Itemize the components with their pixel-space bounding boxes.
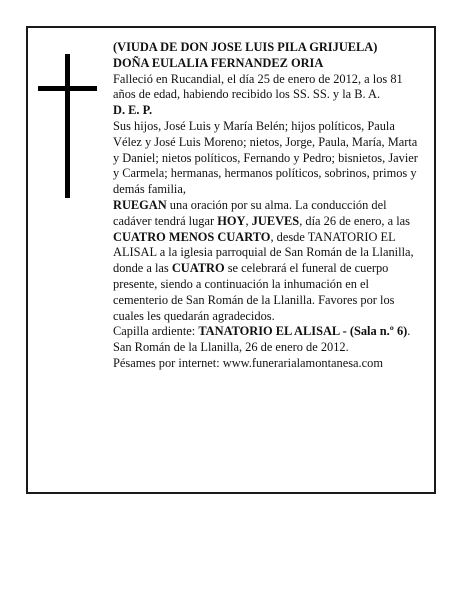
obituary-text: [113, 40, 425, 372]
widow-subtitle: (VIUDA DE DON JOSE LUIS PILA GRIJUELA): [113, 40, 378, 54]
cross-icon: [65, 54, 70, 198]
funeral-hour-label: CUATRO: [171, 261, 225, 276]
cross-icon-bar: [38, 86, 97, 91]
condolences-link: Pésames por internet: www.funerarialamontanesa.com: [113, 355, 383, 370]
death-info: Falleció en Rucandial, el día 25 de enero de 2012, a los 81 años de edad, habiendo recibido los SS. SS. y la B. A.: [113, 71, 403, 102]
chapel-info: Capilla ardiente: TANATORIO EL ALISAL - (Sala n.º 6).: [113, 324, 411, 339]
jueves-label: JUEVES: [251, 213, 300, 228]
dep-label: D. E. P.: [113, 103, 153, 118]
place-date: San Román de la Llanilla, 26 de enero de 2012.: [113, 340, 349, 355]
hoy-label: HOY: [217, 213, 246, 228]
chapel-name: TANATORIO EL ALISAL - (Sala n.º 6): [198, 324, 408, 339]
ceremony-paragraph: RUEGAN una oración por su alma. La conducción del cadáver tendrá lugar HOY, JUEVES, día 26 de enero, a las CUATRO MENOS CUARTO, desde TANATORIO EL ALISAL a la iglesia parroquial de San Román de la Llanilla, donde a las CUATRO se celebrará el funeral de cuerpo presente, siendo a continuación la inhumación en el cementerio de San Román de la Llanilla. Favores por los cuales les quedarán agradecidos.: [113, 197, 414, 323]
family-list: Sus hijos, José Luis y María Belén; hijos políticos, Paula Vélez y José Luis Moreno; nietos, Jorge, Paula, María, Marta y Daniel; nietos políticos, Fernando y Pedro; bisnietos, Javier y Carmela; hermanas, hermanos políticos, sobrinos, primos y demás familia,: [113, 118, 418, 197]
deceased-name: DOÑA EULALIA FERNANDEZ ORIA: [113, 55, 324, 70]
ruegan-label: RUEGAN: [113, 197, 167, 212]
hour-label: CUATRO MENOS CUARTO: [113, 229, 271, 244]
